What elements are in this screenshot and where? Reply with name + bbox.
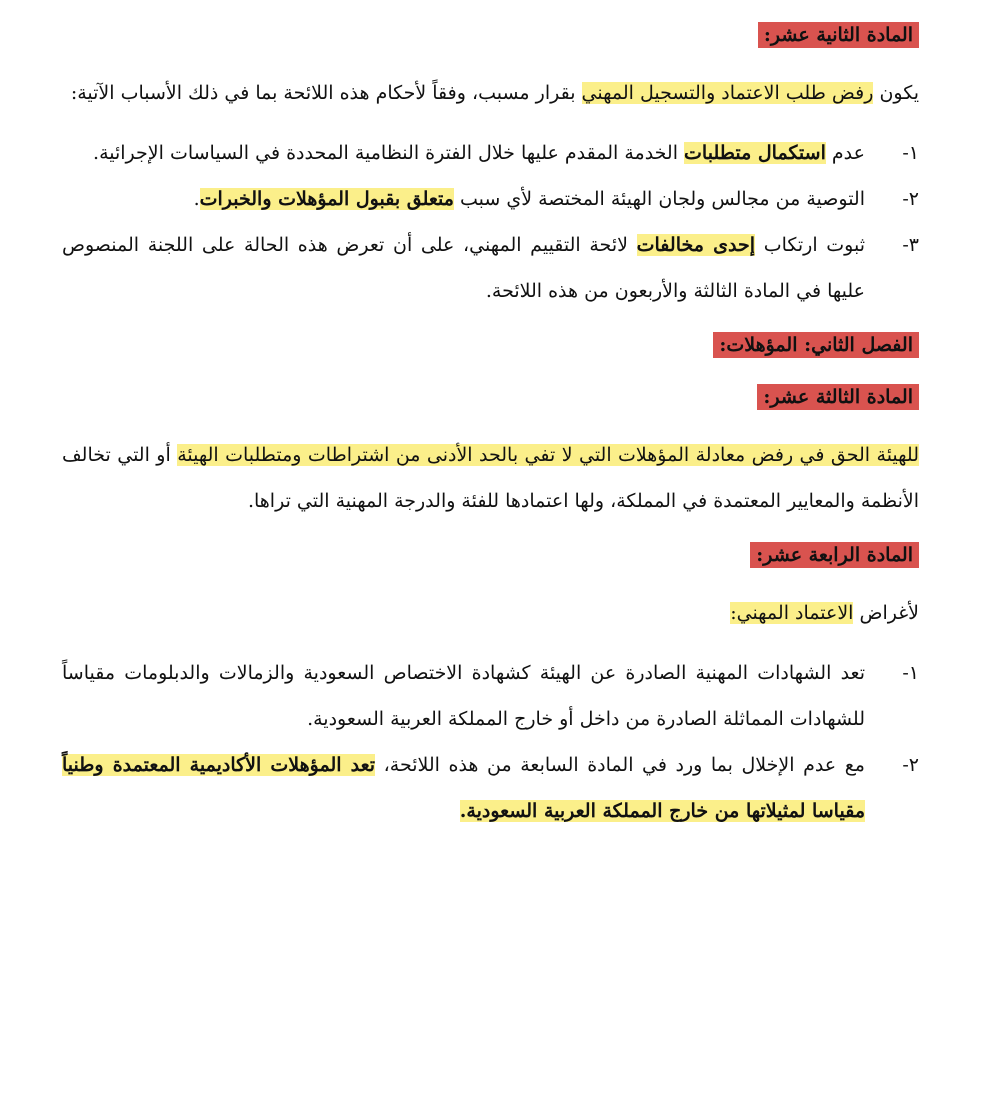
- article-12-title: المادة الثانية عشر:: [758, 22, 919, 48]
- text-run: لأغراض: [853, 602, 919, 624]
- article-14-heading: [62, 538, 919, 572]
- highlight-text: استكمال متطلبات: [684, 142, 826, 164]
- text-run: تعد الشهادات المهنية الصادرة عن الهيئة كشهادة الاختصاص السعودية والزمالات والدبلومات مقياساً للشهادات المماثلة الصادرة من داخل أو خارج المملكة العربية السعودية.: [62, 662, 865, 730]
- text-run: مع عدم الإخلال بما ورد في المادة السابعة من هذه اللائحة،: [375, 754, 865, 776]
- highlight-text: تعد المؤهلات الأكاديمية المعتمدة وطنياً مقياسا لمثيلاتها من خارج المملكة العربية السعودية.: [62, 754, 865, 822]
- list-item: [62, 130, 919, 176]
- text-run: لائحة التقييم المهني، على أن تعرض هذه الحالة على اللجنة المنصوص عليها في المادة الثالثة والأربعون من هذه اللائحة.: [62, 234, 865, 302]
- article-14-title: المادة الرابعة عشر:: [750, 542, 919, 568]
- text-run: التوصية من مجالس ولجان الهيئة المختصة لأي سبب: [453, 188, 865, 210]
- text-run: أو التي تخالف الأنظمة والمعايير المعتمدة في المملكة، ولها اعتمادها للفئة والدرجة المهنية التي تراها.: [62, 444, 919, 512]
- list-number: ٢-: [902, 754, 919, 776]
- highlight-text: الاعتماد المهني:: [730, 602, 854, 624]
- article-12-list: [62, 130, 919, 314]
- list-item: [62, 222, 919, 314]
- list-number: ٣-: [902, 234, 919, 256]
- highlight-text: للهيئة الحق في رفض معادلة المؤهلات التي لا تفي بالحد الأدنى من اشتراطات ومتطلبات الهيئة: [177, 444, 919, 466]
- text-run: ثبوت ارتكاب: [755, 234, 866, 256]
- article-14-paragraph: [62, 590, 919, 636]
- article-12-paragraph: [62, 70, 919, 116]
- article-12-heading: [62, 18, 919, 52]
- highlight-text: إحدى مخالفات: [636, 234, 756, 256]
- chapter-2-title: الفصل الثاني: المؤهلات:: [713, 332, 919, 358]
- text-run: عدم: [825, 142, 865, 164]
- list-item: [62, 650, 919, 742]
- text-run: بقرار مسبب، وفقاً لأحكام هذه اللائحة بما في ذلك الأسباب الآتية:: [70, 82, 582, 104]
- list-number: ١-: [902, 662, 919, 684]
- text-run: الخدمة المقدم عليها خلال الفترة النظامية المحددة في السياسات الإجرائية.: [93, 142, 685, 164]
- article-14-list: [62, 650, 919, 834]
- text-run: .: [193, 188, 200, 210]
- highlight-rejection: رفض طلب الاعتماد والتسجيل المهني: [581, 82, 874, 104]
- text-run: يكون: [873, 82, 919, 104]
- list-number: ١-: [902, 142, 919, 164]
- highlight-text: متعلق بقبول المؤهلات والخبرات: [199, 188, 454, 210]
- article-13-title: المادة الثالثة عشر:: [757, 384, 919, 410]
- list-item: [62, 742, 919, 834]
- chapter-2-heading: [62, 328, 919, 362]
- list-item: [62, 176, 919, 222]
- list-number: ٢-: [902, 188, 919, 210]
- article-13-paragraph: [62, 432, 919, 524]
- article-13-heading: [62, 380, 919, 414]
